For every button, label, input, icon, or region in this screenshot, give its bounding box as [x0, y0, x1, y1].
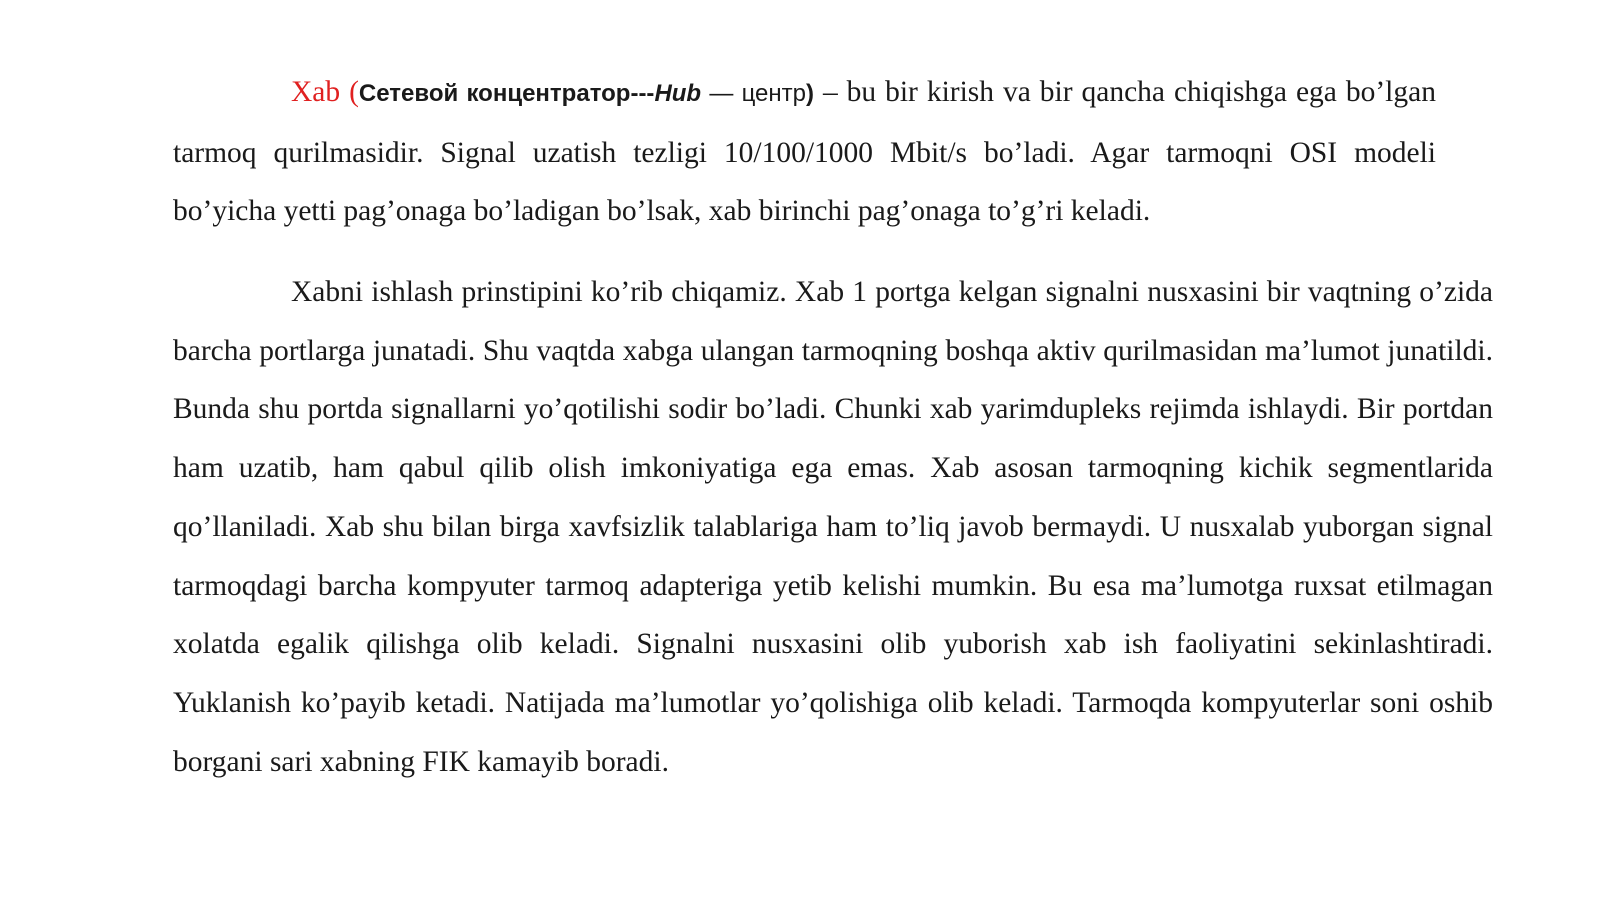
- closing-paren: ): [806, 80, 814, 107]
- hub-term: Hub: [654, 80, 702, 107]
- paragraph-hub-definition: [173, 63, 1436, 241]
- paragraph-hub-principle: Xabni ishlash prinstipini ko’rib chiqamiz. Xab 1 portga kelgan signalni nusxasini bir vaqtning o’zida barcha portlarga junatadi. Shu vaqtda xabga ulangan tarmoqning boshqa aktiv qurilmasidan ma’lumot junatildi. Bunda shu portda signallarni yo’qotilishi sodir bo’ladi. Chunki xab yarimdupleks rejimda ishlaydi. Bir portdan ham uzatib, ham qabul qilib olish imkoniyatiga ega emas. Xab asosan tarmoqning kichik segmentlarida qo’llaniladi. Xab shu bilan birga xavfsizlik talablariga ham to’liq javob bermaydi. U nusxalab yuborgan signal tarmoqdagi barcha kompyuter tarmoq adapteriga yetib kelishi mumkin. Bu esa ma’lumotga ruxsat etilmagan xolatda egalik qilishga olib keladi. Signalni nusxasini olib yuborish xab ish faoliyatini sekinlashtiradi. Yuklanish ko’payib ketadi. Natijada ma’lumotlar yo’qolishiga olib keladi. Tarmoqda kompyuterlar soni oshib borgani sari xabning FIK kamayib boradi.: [173, 276, 1493, 778]
- term-xab: Xab (: [291, 76, 359, 108]
- center-term: — центр: [701, 80, 806, 107]
- definition-body: – bu bir kirish va bir qancha chiqishga ega bo’lgan tarmoq qurilmasidir. Signal uzatish tezligi 10/100/1000 Mbit/s bo’ladi. Agar tarmoqni OSI modeli bo’yicha yetti pag’onaga bo’ladigan bo’lsak, xab birinchi pag’onaga to’g’ri keladi.: [173, 76, 1436, 228]
- russian-term: Сетевой концентратор---: [358, 80, 655, 107]
